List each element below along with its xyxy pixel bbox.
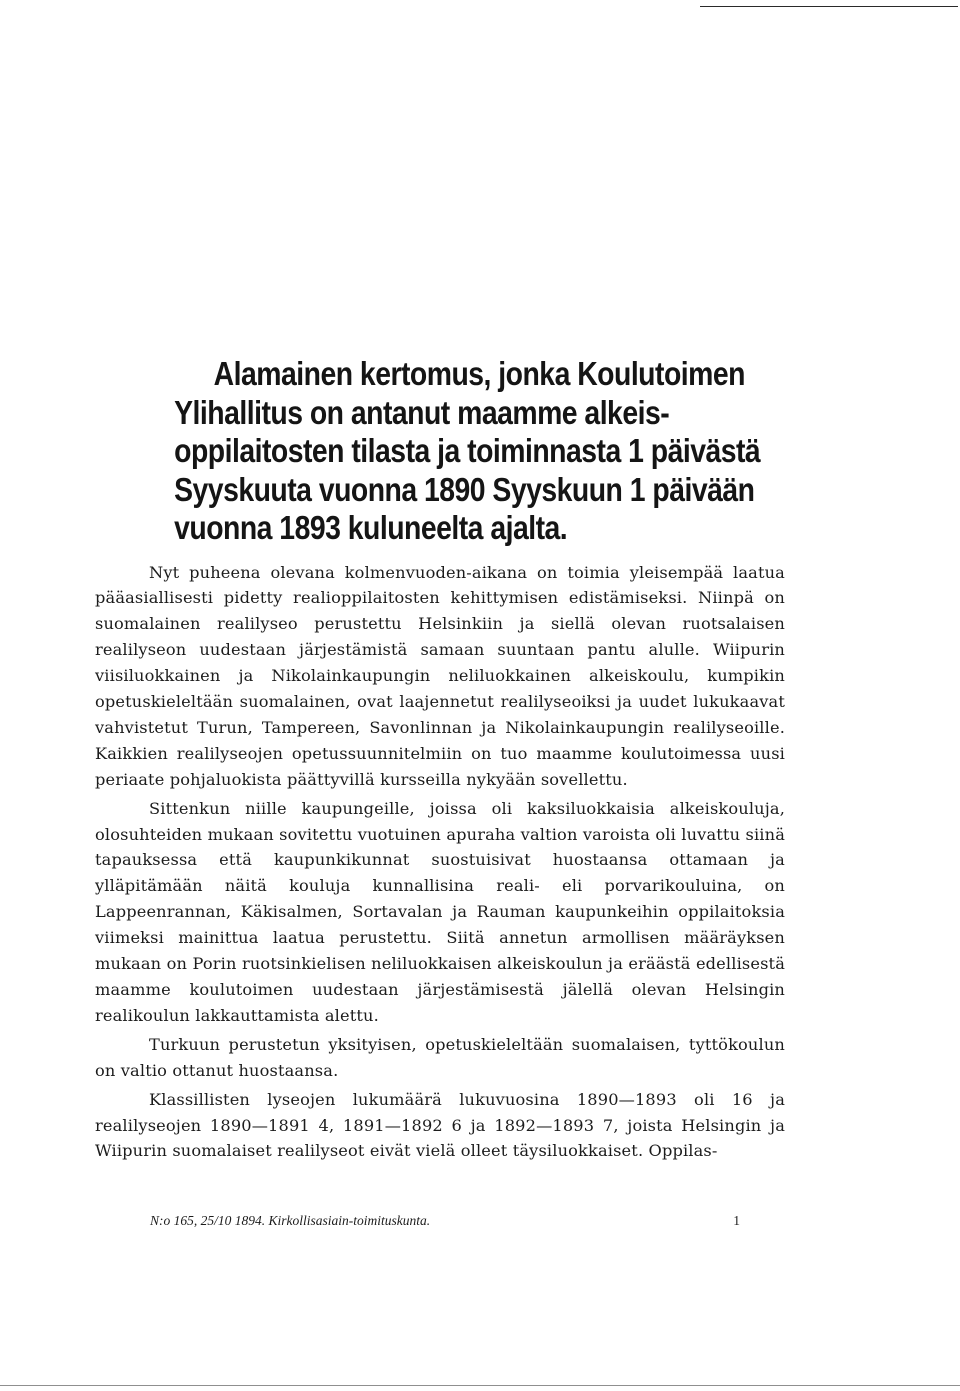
- footer-reference: N:o 165, 25/10 1894. Kirkollisasiain-toimituskunta.: [150, 1213, 431, 1228]
- scan-edge-line: [0, 1385, 960, 1386]
- document-page: [95, 355, 785, 1164]
- document-body: [95, 560, 785, 1165]
- paragraph: Nyt puheena olevana kolmenvuoden-aikana on toimia yleisempää laatua pääasiallisesti pidetty realioppilaitosten kehittymisen edistämiseksi. Niinpä on suomalainen realilyseo perustettu Helsinkiin ja siellä olevan ruotsalaisen realilyseon uudestaan järjestämistä samaan suuntaan pantu alulle. Wiipurin viisiluokkainen ja Nikolainkaupungin neliluokkainen alkeiskoulu, kumpikin opetuskieleltään suomalainen, ovat laajennetut realilyseoiksi ja uudet lukukaavat vahvistetut Turun, Tampereen, Savonlinnan ja Nikolainkaupungin realilyseoille. Kaikkien realilyseojen opetussuunnitelmiin on tuo maamme koulutoimessa uusi periaate pohjaluokista päättyvillä kursseilla nykyään sovellettu.: [95, 562, 785, 789]
- page-footer: [150, 1213, 740, 1229]
- scan-edge-line: [700, 6, 958, 7]
- paragraph: Klassillisten lyseojen lukumäärä lukuvuosina 1890—1893 oli 16 ja realilyseojen 1890—1891 4, 1891—1892 6 ja 1892—1893 7, joista Helsingin ja Wiipurin suomalaiset realilyseot eivät vielä olleet täysiluokkaiset. Oppilas-: [95, 1089, 785, 1161]
- document-title: Alamainen kertomus, jonka Koulutoimen Ylihallitus on antanut maamme alkeis-oppilaitosten tilasta ja toiminnasta 1 päivästä Syyskuuta vuonna 1890 Syyskuun 1 päivään vuonna 1893 kuluneelta ajalta.: [174, 355, 761, 546]
- paragraph: Turkuun perustetun yksityisen, opetuskieleltään suomalaisen, tyttökoulun on valtio ottanut huostaansa.: [95, 1034, 785, 1080]
- paragraph: Sittenkun niille kaupungeille, joissa oli kaksiluokkaisia alkeiskouluja, olosuhteiden mukaan sovitettu vuotuinen apuraha valtion varoista oli luvattu siinä tapauksessa että kaupunkikunnat suostuisivat huostaansa ottamaan ja ylläpitämään näitä kouluja kunnallisina reali- eli porvarikouluina, on Lappeenrannan, Käkisalmen, Sortavalan ja Rauman kaupunkeihin oppilaitoksia viimeksi mainittua laatua perustettu. Siitä annetun armollisen määräyksen mukaan on Porin ruotsinkielisen neliluokkaisen alkeiskoulun ja eräästä edellisestä maamme koulutoimen uudestaan järjestämisestä jälellä olevan Helsingin realikoulun lakkauttamista alettu.: [95, 798, 785, 1025]
- page-number: 1: [733, 1213, 740, 1228]
